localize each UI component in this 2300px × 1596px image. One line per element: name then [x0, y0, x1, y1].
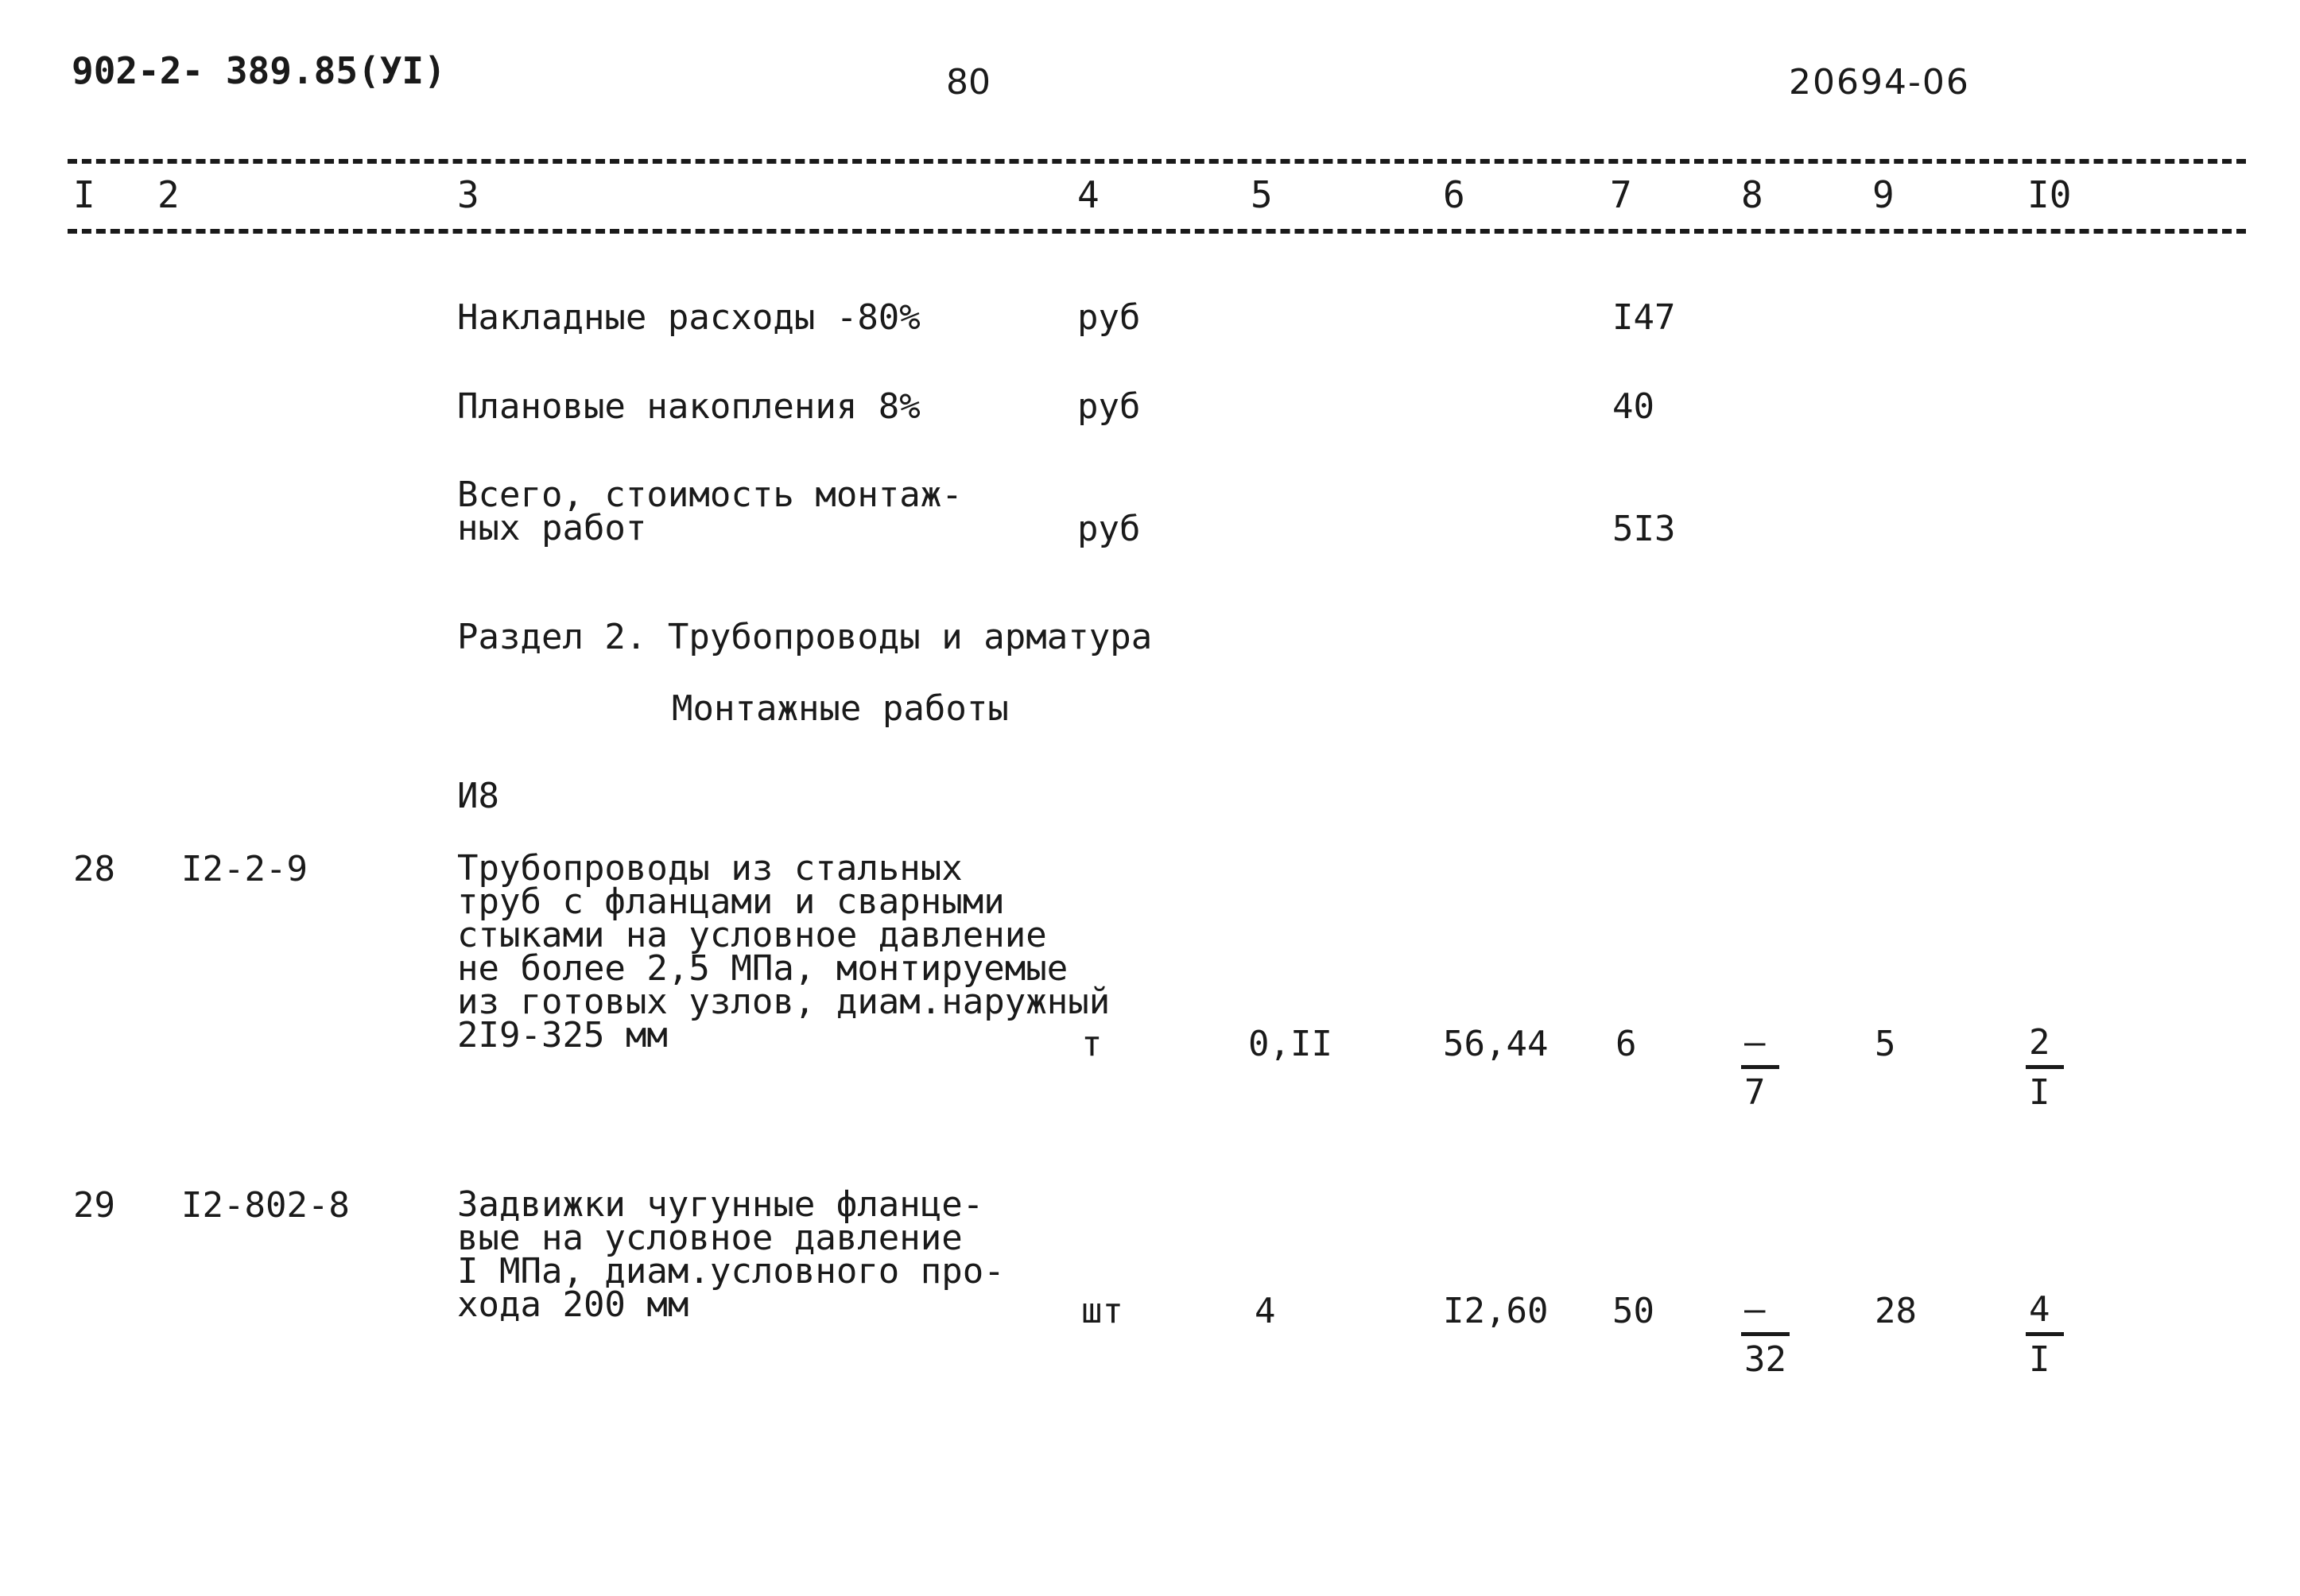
- fraction-denominator: 7: [1741, 1065, 1779, 1110]
- fraction-denominator: 32: [1741, 1332, 1790, 1377]
- document-number: 20694-06: [1789, 62, 1970, 103]
- row-col10-fraction: [2026, 1289, 2064, 1380]
- fraction-numerator: 4: [2029, 1289, 2050, 1330]
- row-col8-fraction: [1741, 1289, 1790, 1380]
- section-title: Раздел 2. Трубопроводы и арматура: [457, 617, 1153, 657]
- page-number: 80: [946, 62, 991, 103]
- header-top-rule: [68, 159, 2246, 164]
- row-description: Задвижки чугунные фланце- вые на условное давление I МПа, диам.условного про- хода 200 мм: [457, 1184, 1005, 1325]
- col-header-10: I0: [2027, 173, 2072, 216]
- row-col10-fraction: [2026, 1022, 2064, 1113]
- row-quantity: 4: [1255, 1291, 1276, 1331]
- fraction-numerator: –: [1744, 1289, 1766, 1330]
- summary-value: 40: [1612, 386, 1654, 427]
- summary-unit: руб: [1077, 386, 1141, 427]
- fraction-numerator: –: [1744, 1022, 1766, 1063]
- row-unit: т: [1081, 1024, 1103, 1064]
- col-header-6: 6: [1443, 173, 1465, 216]
- summary-label: Плановые накопления 8%: [457, 386, 921, 427]
- row-col6: I2,60: [1443, 1291, 1549, 1331]
- row-col7: 6: [1615, 1024, 1637, 1064]
- row-col7: 50: [1612, 1291, 1654, 1331]
- summary-unit: руб: [1077, 509, 1141, 549]
- col-header-4: 4: [1077, 173, 1100, 216]
- group-code: И8: [457, 776, 499, 816]
- fraction-denominator: I: [2026, 1065, 2064, 1110]
- summary-unit: руб: [1077, 297, 1141, 338]
- col-header-7: 7: [1610, 173, 1632, 216]
- row-number: 28: [73, 849, 115, 889]
- section-subtitle: Монтажные работы: [672, 688, 1009, 729]
- summary-label: Накладные расходы -80%: [457, 297, 921, 338]
- col-header-3: 3: [457, 173, 479, 216]
- col-header-2: 2: [157, 173, 180, 216]
- summary-label: Всего, стоимость монтаж- ных работ: [457, 475, 963, 548]
- row-quantity: 0,II: [1248, 1024, 1332, 1064]
- col-header-9: 9: [1872, 173, 1895, 216]
- summary-value: I47: [1612, 297, 1676, 338]
- fraction-numerator: 2: [2029, 1022, 2050, 1063]
- row-description: Трубопроводы из стальных труб с фланцами и сварными стыками на условное давление не более 2,5 МПа, монтируемые из готовых узлов, диам.наружный 2I9-325 мм: [457, 848, 1111, 1056]
- summary-value: 5I3: [1612, 509, 1676, 549]
- col-header-5: 5: [1251, 173, 1273, 216]
- row-number: 29: [73, 1185, 115, 1226]
- row-unit: шт: [1081, 1291, 1123, 1331]
- row-code: I2-2-9: [181, 849, 308, 889]
- col-header-8: 8: [1741, 173, 1763, 216]
- row-col9: 5: [1875, 1024, 1896, 1064]
- document-code: 902-2- 389.85(УI): [72, 49, 446, 92]
- fraction-denominator: I: [2026, 1332, 2064, 1377]
- row-col8-fraction: [1741, 1022, 1779, 1113]
- col-header-1: I: [73, 173, 95, 216]
- row-col9: 28: [1875, 1291, 1917, 1331]
- row-code: I2-802-8: [181, 1185, 350, 1226]
- header-bottom-rule: [68, 229, 2246, 234]
- row-col6: 56,44: [1443, 1024, 1549, 1064]
